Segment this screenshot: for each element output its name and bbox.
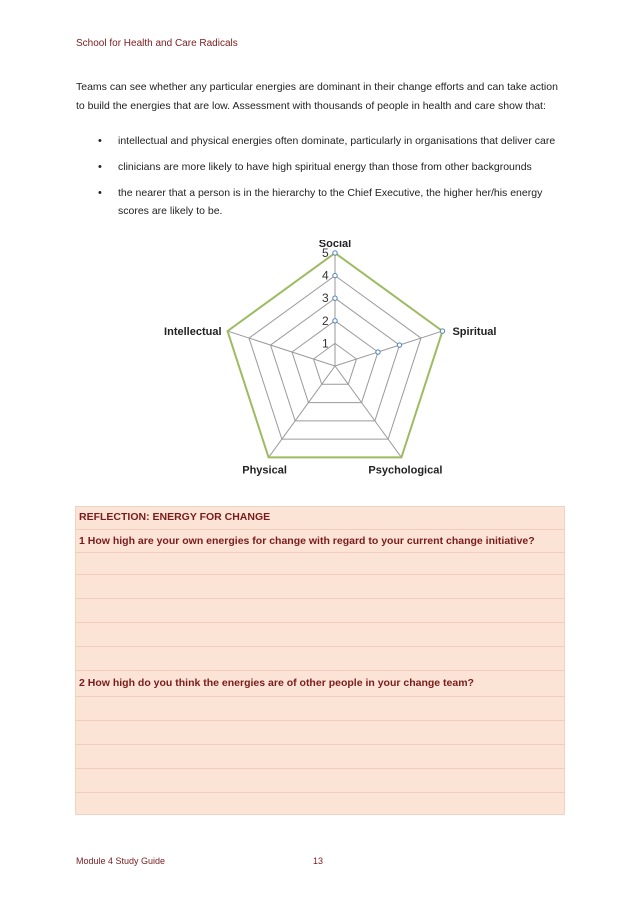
document-header: School for Health and Care Radicals: [76, 38, 238, 49]
reflection-box: [75, 506, 565, 815]
data-point-spiritual-5: [440, 329, 444, 333]
divider: [76, 574, 564, 575]
findings-list: [76, 132, 566, 228]
page-number: 13: [313, 856, 324, 866]
axis-label-psychological: Psychological: [368, 464, 443, 477]
list-item: • clinicians are more likely to have high spiritual energy than those from other backgrounds: [76, 158, 566, 176]
axis-spoke-physical: [269, 366, 335, 457]
reflection-question-1: 1 How high are your own energies for change with regard to your current change initiative?: [79, 535, 535, 547]
data-point-social-5: [333, 251, 337, 255]
axis-spoke-psychological: [335, 366, 401, 457]
data-point-spiritual-3: [397, 343, 401, 347]
axis-label-intellectual: Intellectual: [164, 326, 222, 339]
scale-label-3: 3: [322, 291, 329, 306]
divider: [76, 529, 564, 530]
divider: [76, 552, 564, 553]
axis-spoke-intellectual: [228, 331, 335, 366]
divider: [76, 744, 564, 745]
data-point-spiritual-2: [376, 350, 380, 354]
divider: [76, 670, 564, 671]
reflection-question-2: 2 How high do you think the energies are of other people in your change team?: [79, 677, 474, 689]
divider: [76, 720, 564, 721]
scale-label-5: 5: [322, 246, 329, 260]
scale-label-4: 4: [322, 268, 329, 283]
divider: [76, 598, 564, 599]
divider: [76, 622, 564, 623]
intro-paragraph: Teams can see whether any particular energies are dominant in their change efforts and can take action to build the energies that are low. Assessment with thousands of people in health and care show that:: [76, 81, 558, 112]
energy-radar-chart: [130, 240, 510, 495]
reflection-title: REFLECTION: ENERGY FOR CHANGE: [79, 511, 271, 523]
data-point-social-3: [333, 296, 337, 300]
scale-label-2: 2: [322, 313, 329, 328]
scale-label-1: 1: [322, 336, 329, 351]
list-item: • intellectual and physical energies often dominate, particularly in organisations that deliver care: [76, 132, 566, 150]
footer-module: Module 4 Study Guide: [76, 856, 166, 866]
list-item: • the nearer that a person is in the hierarchy to the Chief Executive, the higher her/his energy scores are likely to be.: [76, 184, 566, 220]
divider: [76, 792, 564, 793]
axis-spoke-spiritual: [335, 331, 442, 366]
axis-label-spiritual: Spiritual: [452, 326, 497, 339]
axis-label-physical: Physical: [242, 464, 287, 477]
divider: [76, 646, 564, 647]
data-point-social-4: [333, 273, 337, 277]
divider: [76, 768, 564, 769]
divider: [76, 696, 564, 697]
data-point-social-2: [333, 319, 337, 323]
axis-label-social: Social: [318, 240, 352, 250]
